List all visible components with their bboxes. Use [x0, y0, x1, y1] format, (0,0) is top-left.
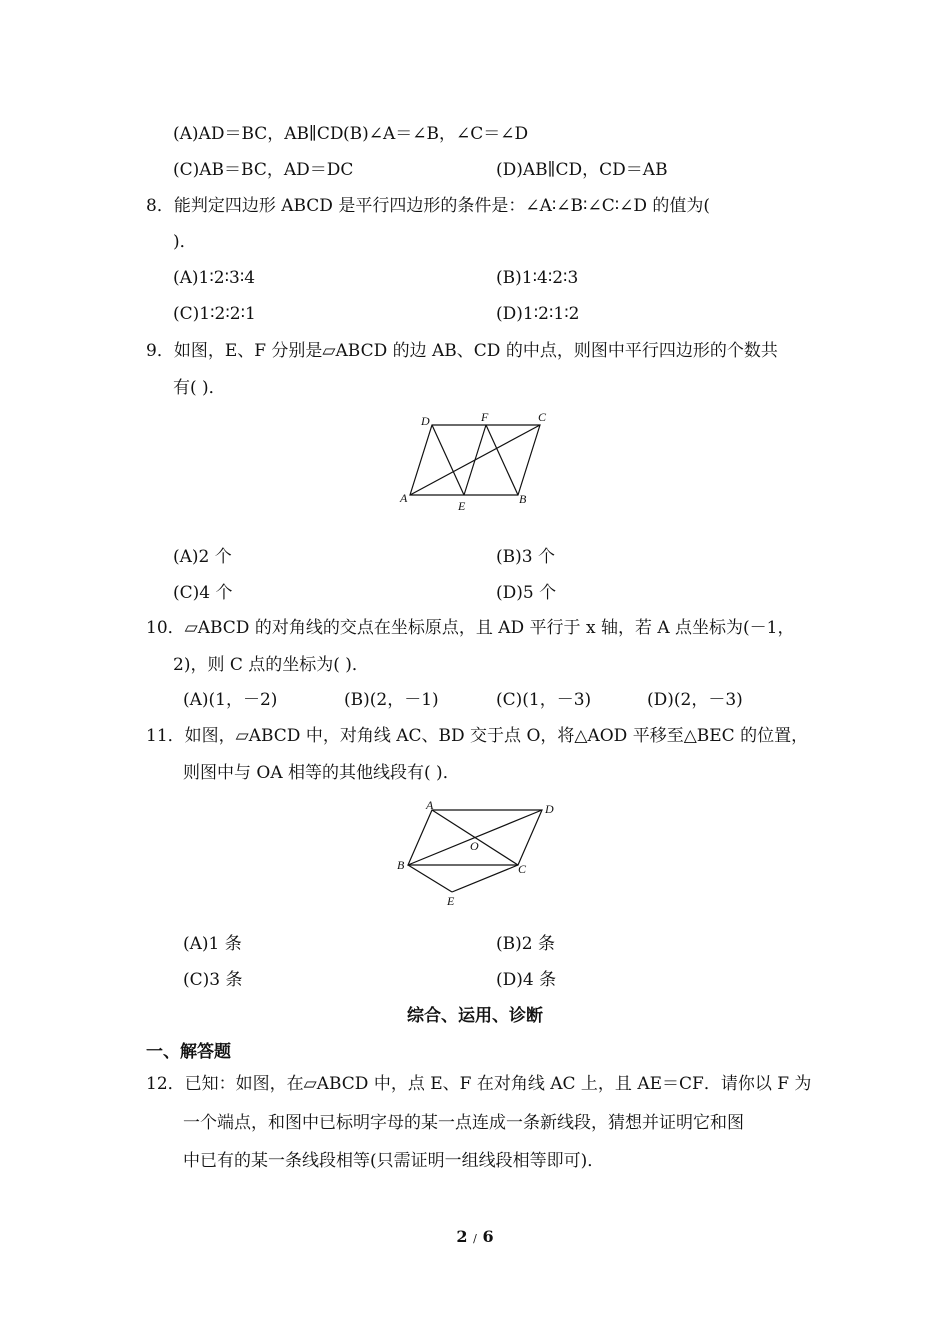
- q11-label-a: A: [426, 798, 434, 812]
- page-number: [0, 1226, 950, 1250]
- q9-option-a: (A)2 个: [173, 547, 232, 567]
- q9-stem-line-1: 9．如图，E、F 分别是▱ABCD 的边 AB、CD 的中点，则图中平行四边形的个数共: [146, 341, 778, 361]
- q11-segment-be: [408, 865, 452, 892]
- q11-stem-line-1: 11．如图，▱ABCD 中，对角线 AC、BD 交于点 O，将△AOD 平移至△BEC 的位置，: [146, 726, 809, 746]
- q9-segment-ef: [464, 425, 486, 495]
- q9-figure: [390, 405, 560, 515]
- q12-stem-line-3: 中已有的某一条线段相等(只需证明一组线段相等即可)．: [183, 1151, 605, 1171]
- q8-option-d: (D)1∶2∶1∶2: [496, 304, 580, 324]
- q9-option-c: (C)4 个: [173, 583, 233, 603]
- q11-option-b: (B)2 条: [496, 934, 555, 954]
- page-separator: /: [473, 1232, 477, 1245]
- q9-label-b: B: [519, 492, 527, 506]
- q9-label-f: F: [481, 410, 489, 424]
- q12-stem-line-1: 12．已知：如图，在▱ABCD 中，点 E、F 在对角线 AC 上，且 AE＝CF．请你以 F 为: [146, 1074, 812, 1094]
- q8-stem-line-2: )．: [173, 232, 197, 252]
- q8-stem-line-1: 8．能判定四边形 ABCD 是平行四边形的条件是：∠A∶∠B∶∠C∶∠D 的值为(: [146, 196, 711, 216]
- part-title: 一、解答题: [146, 1042, 231, 1062]
- q11-parallelogram-diagram: [390, 795, 560, 910]
- q8-option-a: (A)1∶2∶3∶4: [173, 268, 256, 288]
- q7-option-b: (B)∠A＝∠B，∠C＝∠D: [343, 124, 529, 144]
- q10-stem-line-2: 2)，则 C 点的坐标为( )．: [173, 655, 369, 675]
- q10-option-a: (A)(1，－2): [183, 690, 278, 710]
- q9-segment-de: [432, 425, 464, 495]
- q9-label-a: A: [400, 491, 408, 505]
- q9-label-c: C: [538, 410, 547, 424]
- q10-stem-line-1: 10．▱ABCD 的对角线的交点在坐标原点，且 AD 平行于 x 轴，若 A 点坐标为(－1，: [146, 618, 795, 638]
- q11-label-e: E: [447, 894, 455, 908]
- q11-figure: [390, 795, 560, 910]
- q11-segment-ec: [452, 865, 518, 892]
- q12-stem-line-2: 一个端点，和图中已标明字母的某一点连成一条新线段，猜想并证明它和图: [183, 1113, 744, 1133]
- section-title: 综合、运用、诊断: [407, 1006, 543, 1026]
- q9-label-d: D: [421, 414, 430, 428]
- q11-option-d: (D)4 条: [496, 970, 557, 990]
- q9-label-e: E: [458, 499, 466, 513]
- q11-label-c: C: [518, 862, 527, 876]
- q11-option-c: (C)3 条: [183, 970, 243, 990]
- q10-option-c: (C)(1，－3): [496, 690, 592, 710]
- q7-option-a: (A)AD＝BC，AB∥CD: [173, 124, 344, 144]
- q9-option-b: (B)3 个: [496, 547, 555, 567]
- q10-option-d: (D)(2，－3): [647, 690, 743, 710]
- q7-option-d: (D)AB∥CD，CD＝AB: [496, 160, 668, 180]
- q11-label-o: O: [470, 839, 479, 853]
- q8-option-c: (C)1∶2∶2∶1: [173, 304, 256, 324]
- q9-stem-line-2: 有( )．: [173, 378, 226, 398]
- page-current: 2: [456, 1227, 468, 1246]
- page-total: 6: [482, 1227, 494, 1246]
- q9-parallelogram-diagram: [390, 405, 560, 515]
- q8-option-b: (B)1∶4∶2∶3: [496, 268, 579, 288]
- q11-stem-line-2: 则图中与 OA 相等的其他线段有( )．: [183, 763, 460, 783]
- q7-option-c: (C)AB＝BC，AD＝DC: [173, 160, 354, 180]
- q9-option-d: (D)5 个: [496, 583, 557, 603]
- q11-label-d: D: [545, 802, 554, 816]
- q11-option-a: (A)1 条: [183, 934, 242, 954]
- q11-label-b: B: [397, 858, 405, 872]
- q10-option-b: (B)(2，－1): [344, 690, 439, 710]
- q9-segment-fb: [486, 425, 518, 495]
